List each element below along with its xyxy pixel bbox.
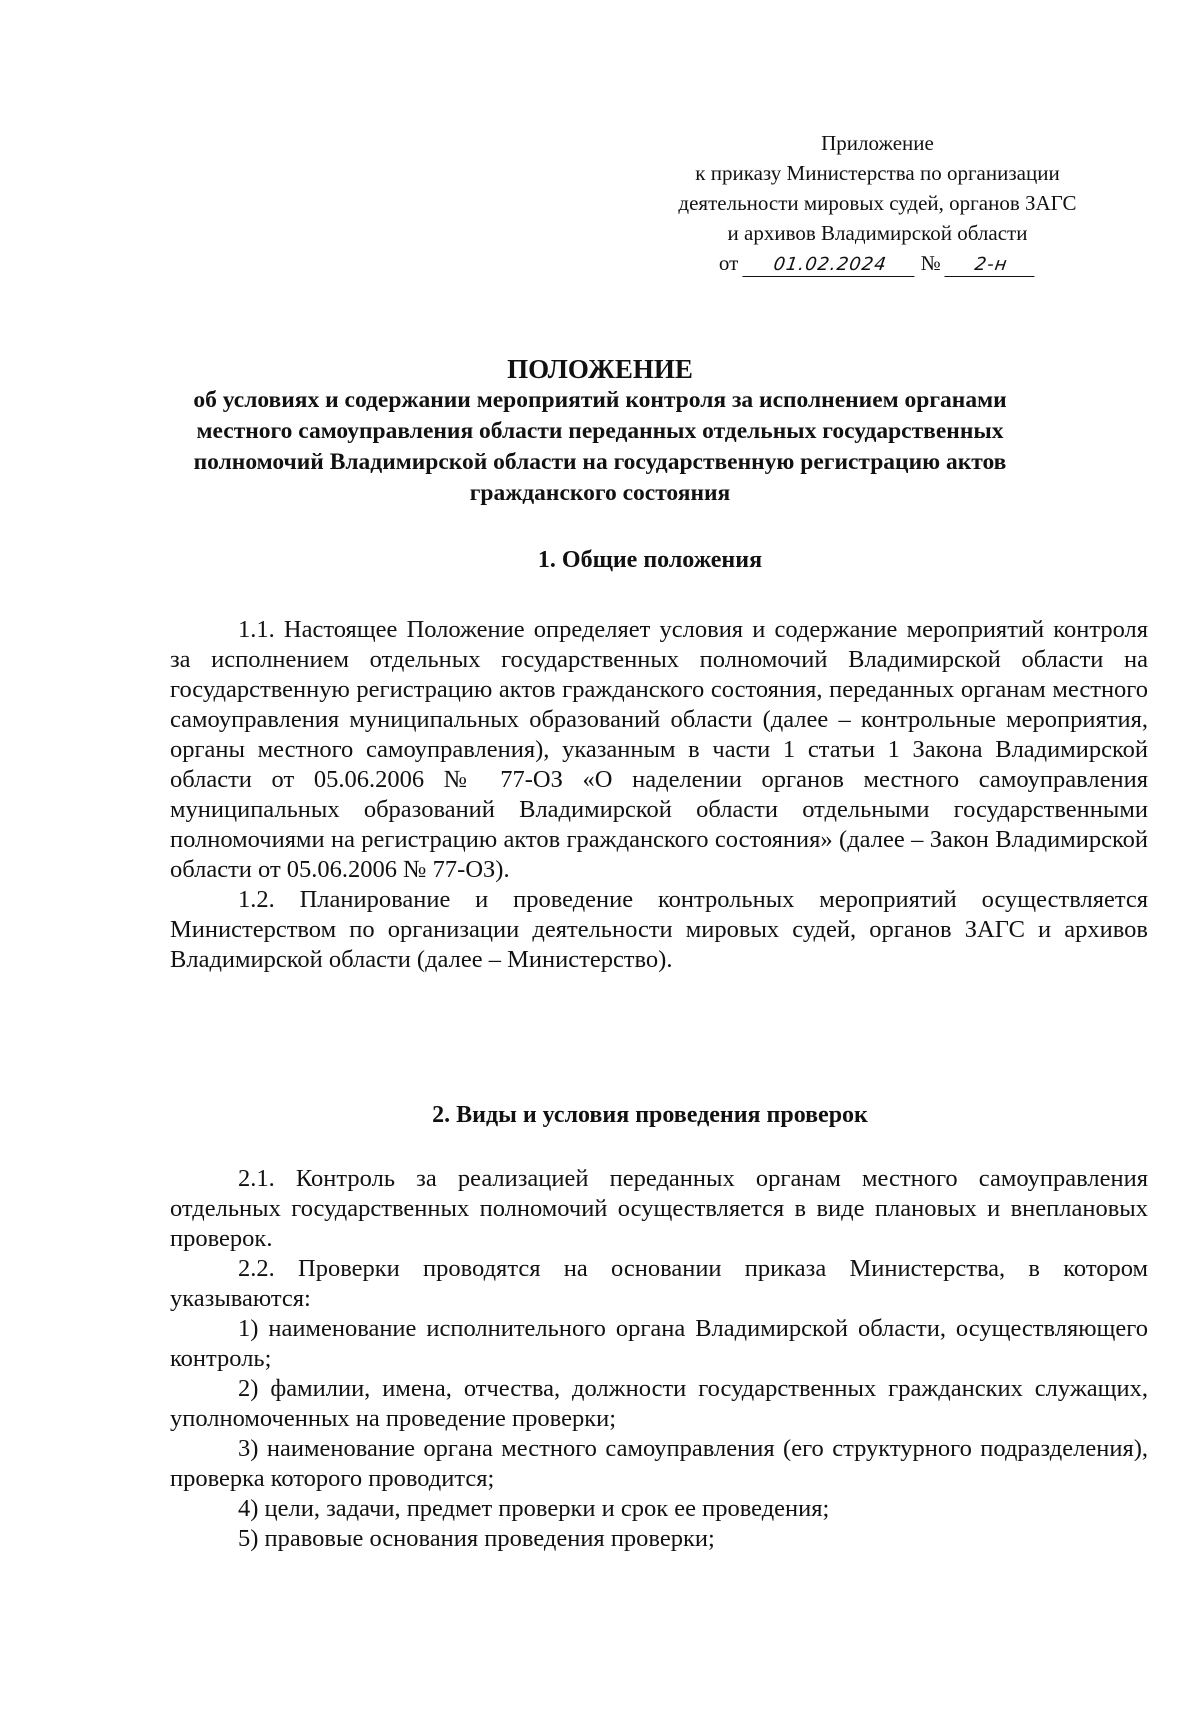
- list-item: 1) наименование исполнительного органа Владимирской области, осуществляющего контроль;: [170, 1315, 1148, 1372]
- section-2-body: [170, 1164, 1148, 1554]
- handwritten-date: 01.02.2024: [742, 254, 917, 277]
- paragraph-2-2: 2.2. Проверки проводятся на основании приказа Министерства, в котором указываются:: [170, 1255, 1148, 1312]
- list-item: 2) фамилии, имена, отчества, должности государственных гражданских служащих, уполномоченных на проведение проверки;: [170, 1375, 1148, 1432]
- paragraph-1-2: 1.2. Планирование и проведение контрольных мероприятий осуществляется Министерством по организации деятельности мировых судей, органов ЗАГС и архивов Владимирской области (далее – Министерство).: [170, 886, 1148, 973]
- appendix-region-line: и архивов Владимирской области: [727, 221, 1028, 245]
- appendix-order-line: к приказу Министерства по организации: [695, 161, 1060, 185]
- document-title-block: [150, 353, 1050, 509]
- document-subtitle: об условиях и содержании мероприятий контроля за исполнением органами местного самоуправления области переданных отдельных государственных полномочий Владимирской области на государственную регистрацию актов гражданского состояния: [193, 387, 1007, 506]
- section-1-heading: 1. Общие положения: [537, 547, 763, 573]
- section-2-heading: 2. Виды и условия проведения проверок: [432, 1102, 868, 1128]
- appendix-label: Приложение: [821, 131, 934, 155]
- appendix-header: [600, 128, 1155, 278]
- handwritten-order-number: 2-н: [944, 254, 1037, 277]
- section-1-body: [170, 615, 1148, 975]
- list-item: 3) наименование органа местного самоуправления (его структурного подразделения), проверка которого проводится;: [170, 1435, 1148, 1492]
- from-label: от: [718, 251, 739, 275]
- number-label: №: [920, 251, 941, 275]
- list-item: 4) цели, задачи, предмет проверки и срок ее проведения;: [238, 1495, 830, 1522]
- document-title: ПОЛОЖЕНИЕ: [507, 354, 693, 384]
- appendix-ministry-line: деятельности мировых судей, органов ЗАГС: [678, 191, 1077, 215]
- paragraph-1-1: 1.1. Настоящее Положение определяет условия и содержание мероприятий контроля за исполнением отдельных государственных полномочий Владимирской области на государственную регистрацию актов гражданского состояния, переданных органам местного самоуправления муниципальных образований области (далее – контрольные мероприятия, органы местного самоуправления), указанным в части 1 статьи 1 Закона Владимирской области от 05.06.2006 № 77-ОЗ «О наделении органов местного самоуправления муниципальных образований Владимирской области отдельными государственными полномочиями на регистрацию актов гражданского состояния» (далее – Закон Владимирской области от 05.06.2006 № 77-ОЗ).: [170, 616, 1148, 883]
- order-date-number-line: [600, 248, 1155, 278]
- list-item: 5) правовые основания проведения проверки;: [238, 1525, 715, 1552]
- paragraph-2-1: 2.1. Контроль за реализацией переданных органам местного самоуправления отдельных государственных полномочий осуществляется в виде плановых и внеплановых проверок.: [170, 1165, 1148, 1252]
